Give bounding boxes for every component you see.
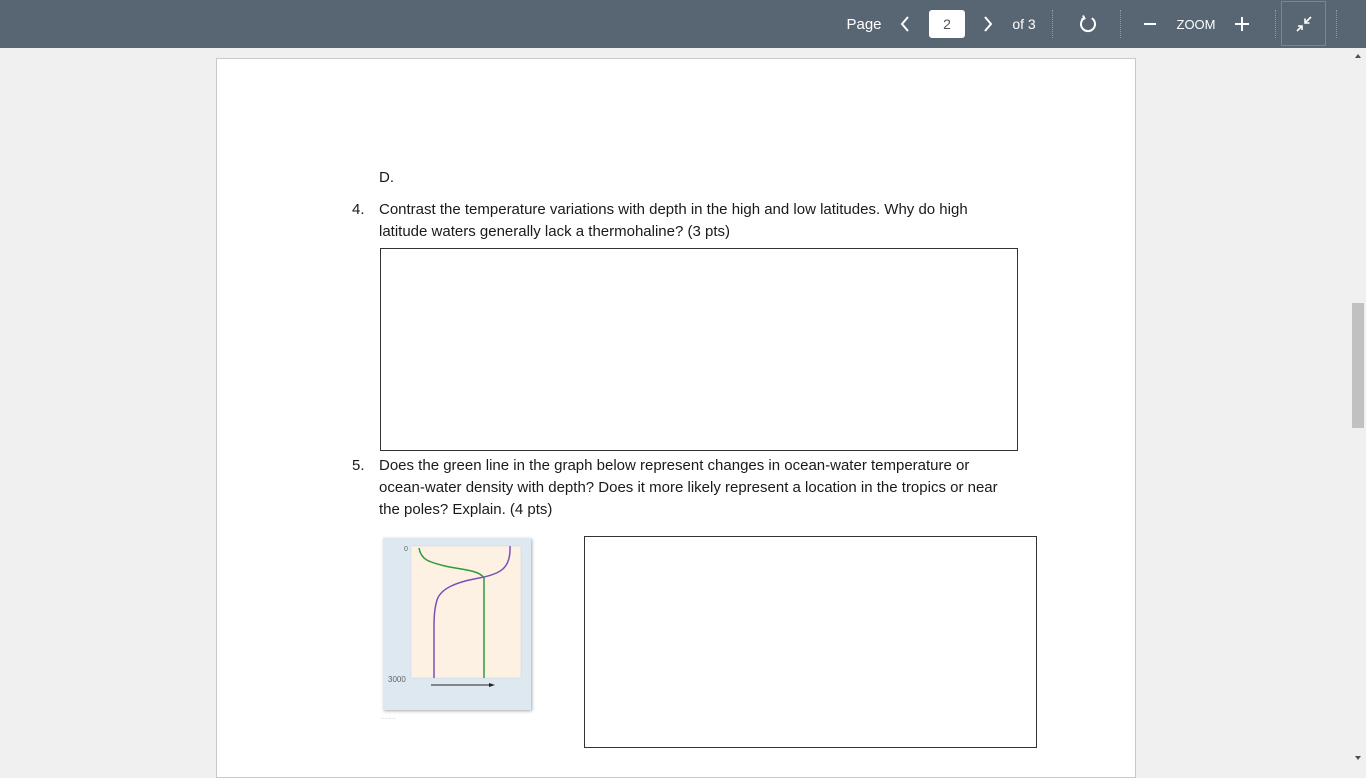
viewer-toolbar — [0, 0, 1366, 48]
question-text-line: latitude waters generally lack a thermohaline? (3 pts) — [379, 223, 731, 240]
scroll-down-icon[interactable] — [1350, 750, 1366, 766]
toolbar-divider — [1120, 10, 1121, 38]
question-4-answer-box[interactable] — [380, 248, 1018, 451]
minus-icon — [1142, 16, 1158, 32]
next-page-button[interactable] — [976, 0, 1000, 48]
scroll-up-icon[interactable] — [1350, 48, 1366, 64]
x-axis-arrowhead — [489, 683, 495, 687]
toolbar-divider — [1275, 10, 1276, 38]
scrollbar-thumb[interactable] — [1352, 303, 1364, 428]
depth-profile-figure — [383, 538, 531, 710]
plus-icon — [1233, 15, 1251, 33]
total-pages-label: of 3 — [1012, 16, 1036, 32]
previous-page-button[interactable] — [893, 0, 917, 48]
depth-profile-graph — [383, 538, 531, 710]
toolbar-divider — [1052, 10, 1053, 38]
page-label: Page — [846, 15, 882, 33]
rotate-button[interactable] — [1074, 0, 1102, 48]
page-number-input[interactable] — [929, 10, 965, 38]
question-5-text — [379, 455, 998, 521]
toolbar-divider — [1336, 10, 1337, 38]
zoom-label: ZOOM — [1176, 16, 1216, 32]
chevron-right-icon — [982, 15, 994, 33]
previous-answer-label: D. — [379, 169, 394, 186]
collapse-arrows-icon — [1294, 14, 1314, 34]
exit-fullscreen-button[interactable] — [1281, 1, 1326, 46]
question-text-line: the poles? Explain. (4 pts) — [379, 501, 553, 518]
plot-area — [411, 546, 521, 678]
depth-top-label: 0 — [404, 546, 408, 553]
question-4-text — [379, 199, 968, 243]
question-text-line: Does the green line in the graph below represent changes in ocean-water temperature or — [379, 457, 970, 474]
zoom-in-button[interactable] — [1232, 0, 1252, 48]
question-text-line: ocean-water density with depth? Does it more likely represent a location in the tropics or near — [379, 479, 998, 496]
question-number: 5. — [352, 457, 365, 474]
figure-caption: — — — — — [381, 716, 396, 720]
zoom-out-button[interactable] — [1140, 0, 1160, 48]
question-number: 4. — [352, 201, 365, 218]
question-5-answer-box[interactable] — [584, 536, 1037, 748]
rotate-icon — [1078, 14, 1098, 34]
question-text-line: Contrast the temperature variations with depth in the high and low latitudes. Why do high — [379, 201, 968, 218]
depth-bottom-label: 3000 — [388, 675, 406, 684]
chevron-left-icon — [899, 15, 911, 33]
